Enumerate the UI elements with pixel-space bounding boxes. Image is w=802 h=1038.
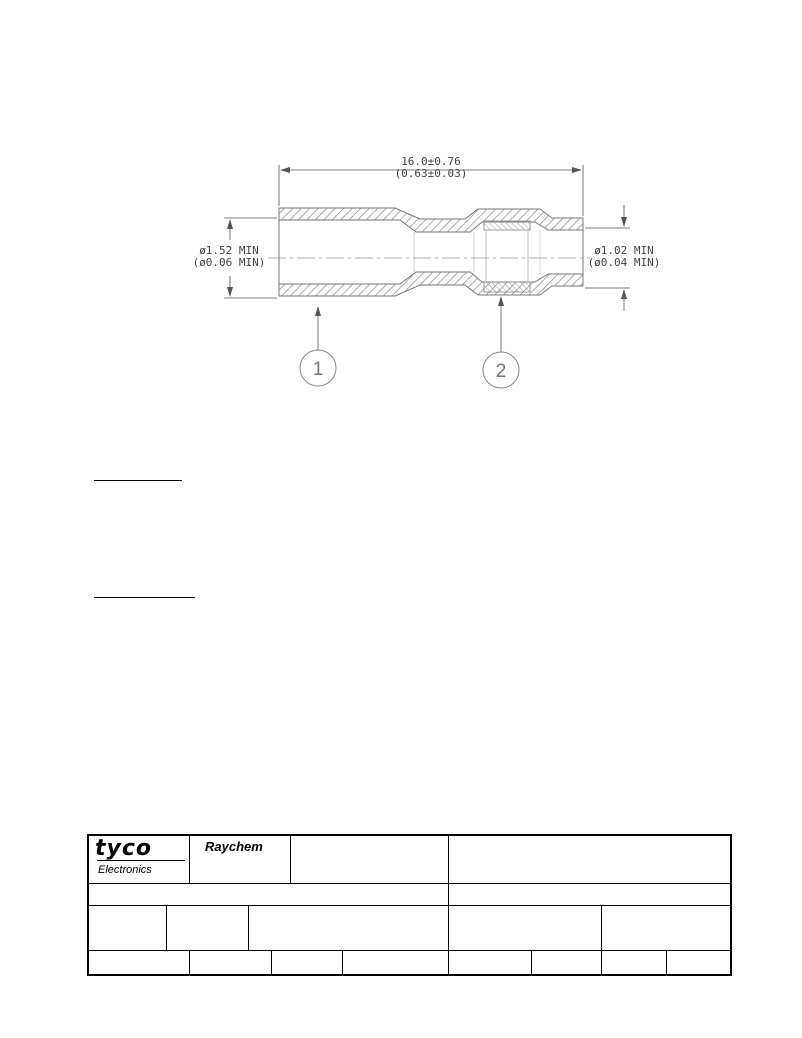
row3-cell-5 [602,906,732,951]
balloon-2-label: 2 [495,361,507,382]
right-diameter-label: ø1.02 MIN [594,244,654,257]
balloon-1-label: 1 [312,359,324,380]
row2-cell-left [89,884,449,906]
technical-drawing [0,0,802,420]
left-diameter-inch-label: (ø0.06 MIN) [192,256,266,269]
row3-cell-1 [89,906,167,951]
row4-cell-4 [343,951,449,976]
left-diameter-label: ø1.52 MIN [199,244,259,257]
tyco-logo-cell [89,836,190,884]
logo-divider [97,860,185,861]
row4-cell-7 [602,951,667,976]
row4-cell-1 [89,951,190,976]
row4-cell-2 [190,951,272,976]
raychem-logo-cell [190,836,291,884]
row4-cell-3 [272,951,343,976]
title-cell-a [291,836,449,884]
row4-cell-6 [532,951,602,976]
row3-cell-4 [449,906,602,951]
row3-cell-3 [249,906,449,951]
barrel-insert-top [484,221,530,230]
raychem-logo: Raychem [205,839,263,854]
title-block [87,834,732,976]
title-cell-b [449,836,732,884]
row3-cell-2 [167,906,249,951]
row4-cell-5 [449,951,532,976]
sleeve-lower-wall [279,272,583,296]
sleeve-upper-wall [279,208,583,232]
section-heading-rule-1 [94,480,182,481]
barrel-insert-bottom [484,282,530,292]
row4-cell-8 [667,951,732,976]
overall-length-label: 16.0±0.76 [401,155,461,168]
right-diameter-inch-label: (ø0.04 MIN) [587,256,661,269]
row2-cell-right [449,884,732,906]
section-heading-rule-2 [94,597,195,598]
overall-length-inch-label: (0.63±0.03) [394,167,468,180]
electronics-label: Electronics [98,864,152,876]
tyco-logo: tyco [95,836,153,861]
